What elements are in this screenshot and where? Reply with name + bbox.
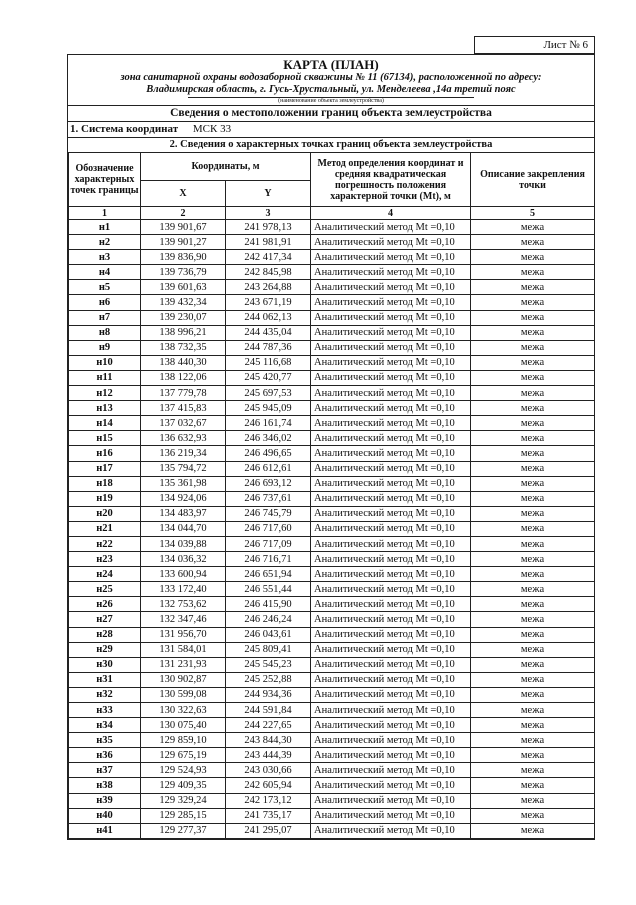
table-row <box>69 748 595 763</box>
y-coord-cell: 243 844,30 <box>226 733 311 748</box>
description-cell: межа <box>471 506 595 521</box>
x-coord-cell: 133 172,40 <box>141 582 226 597</box>
y-coord-cell: 241 735,17 <box>226 808 311 823</box>
coord-system-row <box>68 121 594 137</box>
x-coord-cell: 129 285,15 <box>141 808 226 823</box>
method-cell: Аналитический метод Mt =0,10 <box>311 733 471 748</box>
point-id-cell: н32 <box>69 687 141 702</box>
y-coord-cell: 244 934,36 <box>226 687 311 702</box>
document-title: КАРТА (ПЛАН) <box>283 57 379 72</box>
description-cell: межа <box>471 220 595 235</box>
table-row <box>69 703 595 718</box>
table-row <box>69 823 595 838</box>
table-row <box>69 461 595 476</box>
x-coord-cell: 134 924,06 <box>141 491 226 506</box>
table-row <box>69 642 595 657</box>
description-cell: межа <box>471 808 595 823</box>
method-cell: Аналитический метод Mt =0,10 <box>311 476 471 491</box>
header-x: X <box>141 181 226 207</box>
method-cell: Аналитический метод Mt =0,10 <box>311 763 471 778</box>
header-num-1: 1 <box>69 207 141 220</box>
x-coord-cell: 134 483,97 <box>141 506 226 521</box>
description-cell: межа <box>471 718 595 733</box>
method-cell: Аналитический метод Mt =0,10 <box>311 265 471 280</box>
y-coord-cell: 245 252,88 <box>226 672 311 687</box>
x-coord-cell: 139 601,63 <box>141 280 226 295</box>
x-coord-cell: 129 277,37 <box>141 823 226 838</box>
x-coord-cell: 138 732,35 <box>141 340 226 355</box>
coord-system-label: 1. Система координат <box>70 123 179 135</box>
y-coord-cell: 241 295,07 <box>226 823 311 838</box>
description-cell: межа <box>471 763 595 778</box>
y-coord-cell: 246 346,02 <box>226 431 311 446</box>
description-cell: межа <box>471 748 595 763</box>
y-coord-cell: 246 161,74 <box>226 416 311 431</box>
description-cell: межа <box>471 491 595 506</box>
y-coord-cell: 246 612,61 <box>226 461 311 476</box>
point-id-cell: н39 <box>69 793 141 808</box>
point-id-cell: н14 <box>69 416 141 431</box>
y-coord-cell: 243 030,66 <box>226 763 311 778</box>
table-row <box>69 763 595 778</box>
table-row <box>69 295 595 310</box>
method-cell: Аналитический метод Mt =0,10 <box>311 220 471 235</box>
point-id-cell: н34 <box>69 718 141 733</box>
x-coord-cell: 130 902,87 <box>141 672 226 687</box>
header-num-2: 2 <box>141 207 226 220</box>
header-num-5: 5 <box>471 207 595 220</box>
method-cell: Аналитический метод Mt =0,10 <box>311 627 471 642</box>
x-coord-cell: 136 632,93 <box>141 431 226 446</box>
section-2-title: 2. Сведения о характерных точках границ объекта землеустройства <box>68 137 594 152</box>
description-cell: межа <box>471 401 595 416</box>
point-id-cell: н25 <box>69 582 141 597</box>
table-row <box>69 793 595 808</box>
method-cell: Аналитический метод Mt =0,10 <box>311 718 471 733</box>
y-coord-cell: 246 745,79 <box>226 506 311 521</box>
method-cell: Аналитический метод Mt =0,10 <box>311 748 471 763</box>
point-id-cell: н29 <box>69 642 141 657</box>
description-cell: межа <box>471 265 595 280</box>
table-body <box>69 220 595 839</box>
table-row <box>69 808 595 823</box>
header-coords: Координаты, м <box>141 153 311 181</box>
point-id-cell: н40 <box>69 808 141 823</box>
table-row <box>69 431 595 446</box>
point-id-cell: н16 <box>69 446 141 461</box>
point-id-cell: н37 <box>69 763 141 778</box>
table-row <box>69 340 595 355</box>
point-id-cell: н27 <box>69 612 141 627</box>
x-coord-cell: 134 039,88 <box>141 536 226 551</box>
method-cell: Аналитический метод Mt =0,10 <box>311 431 471 446</box>
point-id-cell: н30 <box>69 657 141 672</box>
method-cell: Аналитический метод Mt =0,10 <box>311 355 471 370</box>
method-cell: Аналитический метод Mt =0,10 <box>311 642 471 657</box>
points-table <box>68 152 595 839</box>
method-cell: Аналитический метод Mt =0,10 <box>311 250 471 265</box>
description-cell: межа <box>471 793 595 808</box>
description-cell: межа <box>471 567 595 582</box>
method-cell: Аналитический метод Mt =0,10 <box>311 657 471 672</box>
description-cell: межа <box>471 657 595 672</box>
table-row <box>69 476 595 491</box>
method-cell: Аналитический метод Mt =0,10 <box>311 370 471 385</box>
point-id-cell: н23 <box>69 552 141 567</box>
point-id-cell: н3 <box>69 250 141 265</box>
point-id-cell: н18 <box>69 476 141 491</box>
subtitle-line-2: Владимирская область, г. Гусь-Хрустальный, ул. Менделеева ,14а третий пояс <box>146 84 516 95</box>
method-cell: Аналитический метод Mt =0,10 <box>311 506 471 521</box>
y-coord-cell: 245 420,77 <box>226 370 311 385</box>
point-id-cell: н19 <box>69 491 141 506</box>
description-cell: межа <box>471 235 595 250</box>
method-cell: Аналитический метод Mt =0,10 <box>311 461 471 476</box>
header-num-4: 4 <box>311 207 471 220</box>
method-cell: Аналитический метод Mt =0,10 <box>311 325 471 340</box>
table-row <box>69 552 595 567</box>
y-coord-cell: 246 737,61 <box>226 491 311 506</box>
x-coord-cell: 139 901,67 <box>141 220 226 235</box>
table-row <box>69 672 595 687</box>
table-row <box>69 582 595 597</box>
method-cell: Аналитический метод Mt =0,10 <box>311 310 471 325</box>
method-cell: Аналитический метод Mt =0,10 <box>311 386 471 401</box>
y-coord-cell: 246 717,60 <box>226 521 311 536</box>
table-row <box>69 235 595 250</box>
x-coord-cell: 138 996,21 <box>141 325 226 340</box>
point-id-cell: н24 <box>69 567 141 582</box>
point-id-cell: н38 <box>69 778 141 793</box>
method-cell: Аналитический метод Mt =0,10 <box>311 672 471 687</box>
point-id-cell: н11 <box>69 370 141 385</box>
point-id-cell: н35 <box>69 733 141 748</box>
table-row <box>69 521 595 536</box>
x-coord-cell: 137 779,78 <box>141 386 226 401</box>
table-row <box>69 370 595 385</box>
x-coord-cell: 135 361,98 <box>141 476 226 491</box>
description-cell: межа <box>471 627 595 642</box>
y-coord-cell: 242 173,12 <box>226 793 311 808</box>
description-cell: межа <box>471 672 595 687</box>
x-coord-cell: 138 440,30 <box>141 355 226 370</box>
section-title: Сведения о местоположении границ объекта землеустройства <box>68 105 594 121</box>
x-coord-cell: 139 230,07 <box>141 310 226 325</box>
y-coord-cell: 246 716,71 <box>226 552 311 567</box>
method-cell: Аналитический метод Mt =0,10 <box>311 567 471 582</box>
description-cell: межа <box>471 310 595 325</box>
y-coord-cell: 246 496,65 <box>226 446 311 461</box>
point-id-cell: н17 <box>69 461 141 476</box>
x-coord-cell: 130 322,63 <box>141 703 226 718</box>
y-coord-cell: 244 591,84 <box>226 703 311 718</box>
y-coord-cell: 245 545,23 <box>226 657 311 672</box>
description-cell: межа <box>471 778 595 793</box>
y-coord-cell: 246 693,12 <box>226 476 311 491</box>
method-cell: Аналитический метод Mt =0,10 <box>311 687 471 702</box>
x-coord-cell: 137 415,83 <box>141 401 226 416</box>
x-coord-cell: 129 675,19 <box>141 748 226 763</box>
point-id-cell: н15 <box>69 431 141 446</box>
table-row <box>69 597 595 612</box>
point-id-cell: н6 <box>69 295 141 310</box>
description-cell: межа <box>471 612 595 627</box>
table-row <box>69 401 595 416</box>
y-coord-cell: 244 435,04 <box>226 325 311 340</box>
point-id-cell: н8 <box>69 325 141 340</box>
method-cell: Аналитический метод Mt =0,10 <box>311 703 471 718</box>
y-coord-cell: 246 551,44 <box>226 582 311 597</box>
y-coord-cell: 246 717,09 <box>226 536 311 551</box>
point-id-cell: н36 <box>69 748 141 763</box>
description-cell: межа <box>471 597 595 612</box>
document-frame <box>67 54 595 840</box>
table-row <box>69 718 595 733</box>
table-row <box>69 446 595 461</box>
x-coord-cell: 132 753,62 <box>141 597 226 612</box>
method-cell: Аналитический метод Mt =0,10 <box>311 491 471 506</box>
header-desc: Описание закрепления точки <box>471 153 595 207</box>
x-coord-cell: 139 901,27 <box>141 235 226 250</box>
point-id-cell: н1 <box>69 220 141 235</box>
y-coord-cell: 241 978,13 <box>226 220 311 235</box>
method-cell: Аналитический метод Mt =0,10 <box>311 552 471 567</box>
x-coord-cell: 134 044,70 <box>141 521 226 536</box>
method-cell: Аналитический метод Mt =0,10 <box>311 235 471 250</box>
x-coord-cell: 138 122,06 <box>141 370 226 385</box>
y-coord-cell: 243 264,88 <box>226 280 311 295</box>
x-coord-cell: 131 956,70 <box>141 627 226 642</box>
description-cell: межа <box>471 823 595 838</box>
table-row <box>69 250 595 265</box>
table-row <box>69 506 595 521</box>
x-coord-cell: 137 032,67 <box>141 416 226 431</box>
subtitle-line-1: зона санитарной охраны водозаборной скважины № 11 (67134), расположенной по адресу: <box>120 72 542 83</box>
x-coord-cell: 139 736,79 <box>141 265 226 280</box>
point-id-cell: н4 <box>69 265 141 280</box>
point-id-cell: н13 <box>69 401 141 416</box>
x-coord-cell: 132 347,46 <box>141 612 226 627</box>
table-row <box>69 355 595 370</box>
description-cell: межа <box>471 536 595 551</box>
point-id-cell: н7 <box>69 310 141 325</box>
y-coord-cell: 244 227,65 <box>226 718 311 733</box>
object-note: (наименование объекта землеустройства) <box>188 97 474 105</box>
description-cell: межа <box>471 386 595 401</box>
y-coord-cell: 242 605,94 <box>226 778 311 793</box>
point-id-cell: н28 <box>69 627 141 642</box>
description-cell: межа <box>471 431 595 446</box>
table-row <box>69 627 595 642</box>
point-id-cell: н5 <box>69 280 141 295</box>
x-coord-cell: 129 524,93 <box>141 763 226 778</box>
y-coord-cell: 244 062,13 <box>226 310 311 325</box>
method-cell: Аналитический метод Mt =0,10 <box>311 446 471 461</box>
description-cell: межа <box>471 521 595 536</box>
point-id-cell: н26 <box>69 597 141 612</box>
description-cell: межа <box>471 325 595 340</box>
table-row <box>69 687 595 702</box>
method-cell: Аналитический метод Mt =0,10 <box>311 416 471 431</box>
table-row <box>69 325 595 340</box>
y-coord-cell: 242 417,34 <box>226 250 311 265</box>
x-coord-cell: 134 036,32 <box>141 552 226 567</box>
header-num-3: 3 <box>226 207 311 220</box>
method-cell: Аналитический метод Mt =0,10 <box>311 521 471 536</box>
y-coord-cell: 246 651,94 <box>226 567 311 582</box>
x-coord-cell: 135 794,72 <box>141 461 226 476</box>
method-cell: Аналитический метод Mt =0,10 <box>311 612 471 627</box>
table-row <box>69 536 595 551</box>
coord-system-value: МСК 33 <box>192 123 232 135</box>
point-id-cell: н21 <box>69 521 141 536</box>
table-row <box>69 567 595 582</box>
description-cell: межа <box>471 582 595 597</box>
table-row <box>69 491 595 506</box>
method-cell: Аналитический метод Mt =0,10 <box>311 536 471 551</box>
y-coord-cell: 243 444,39 <box>226 748 311 763</box>
point-id-cell: н10 <box>69 355 141 370</box>
sheet-number: Лист № 6 <box>474 36 595 54</box>
header-y: Y <box>226 181 311 207</box>
method-cell: Аналитический метод Mt =0,10 <box>311 582 471 597</box>
method-cell: Аналитический метод Mt =0,10 <box>311 401 471 416</box>
point-id-cell: н33 <box>69 703 141 718</box>
method-cell: Аналитический метод Mt =0,10 <box>311 280 471 295</box>
table-row <box>69 657 595 672</box>
method-cell: Аналитический метод Mt =0,10 <box>311 793 471 808</box>
y-coord-cell: 246 246,24 <box>226 612 311 627</box>
description-cell: межа <box>471 733 595 748</box>
description-cell: межа <box>471 355 595 370</box>
method-cell: Аналитический метод Mt =0,10 <box>311 597 471 612</box>
y-coord-cell: 241 981,91 <box>226 235 311 250</box>
description-cell: межа <box>471 295 595 310</box>
point-id-cell: н20 <box>69 506 141 521</box>
method-cell: Аналитический метод Mt =0,10 <box>311 778 471 793</box>
table-row <box>69 280 595 295</box>
point-id-cell: н22 <box>69 536 141 551</box>
table-row <box>69 416 595 431</box>
y-coord-cell: 245 697,53 <box>226 386 311 401</box>
method-cell: Аналитический метод Mt =0,10 <box>311 295 471 310</box>
y-coord-cell: 245 809,41 <box>226 642 311 657</box>
table-row <box>69 310 595 325</box>
y-coord-cell: 246 415,90 <box>226 597 311 612</box>
method-cell: Аналитический метод Mt =0,10 <box>311 340 471 355</box>
point-id-cell: н2 <box>69 235 141 250</box>
point-id-cell: н31 <box>69 672 141 687</box>
x-coord-cell: 136 219,34 <box>141 446 226 461</box>
x-coord-cell: 133 600,94 <box>141 567 226 582</box>
description-cell: межа <box>471 370 595 385</box>
description-cell: межа <box>471 340 595 355</box>
y-coord-cell: 244 787,36 <box>226 340 311 355</box>
y-coord-cell: 245 116,68 <box>226 355 311 370</box>
description-cell: межа <box>471 703 595 718</box>
header-method: Метод определения координат и средняя квадратическая погрешность положения характерной точки (Мt), м <box>311 153 471 207</box>
description-cell: межа <box>471 416 595 431</box>
x-coord-cell: 139 836,90 <box>141 250 226 265</box>
x-coord-cell: 129 329,24 <box>141 793 226 808</box>
description-cell: межа <box>471 687 595 702</box>
table-row <box>69 265 595 280</box>
description-cell: межа <box>471 552 595 567</box>
x-coord-cell: 131 231,93 <box>141 657 226 672</box>
table-row <box>69 612 595 627</box>
table-row <box>69 386 595 401</box>
description-cell: межа <box>471 280 595 295</box>
x-coord-cell: 129 859,10 <box>141 733 226 748</box>
y-coord-cell: 242 845,98 <box>226 265 311 280</box>
table-row <box>69 778 595 793</box>
description-cell: межа <box>471 446 595 461</box>
x-coord-cell: 139 432,34 <box>141 295 226 310</box>
x-coord-cell: 130 599,08 <box>141 687 226 702</box>
table-row <box>69 220 595 235</box>
point-id-cell: н12 <box>69 386 141 401</box>
y-coord-cell: 243 671,19 <box>226 295 311 310</box>
method-cell: Аналитический метод Mt =0,10 <box>311 823 471 838</box>
description-cell: межа <box>471 461 595 476</box>
y-coord-cell: 246 043,61 <box>226 627 311 642</box>
description-cell: межа <box>471 476 595 491</box>
y-coord-cell: 245 945,09 <box>226 401 311 416</box>
point-id-cell: н41 <box>69 823 141 838</box>
table-row <box>69 733 595 748</box>
method-cell: Аналитический метод Mt =0,10 <box>311 808 471 823</box>
point-id-cell: н9 <box>69 340 141 355</box>
description-cell: межа <box>471 642 595 657</box>
x-coord-cell: 131 584,01 <box>141 642 226 657</box>
x-coord-cell: 130 075,40 <box>141 718 226 733</box>
header-point: Обозначение характерных точек границы <box>69 153 141 207</box>
description-cell: межа <box>471 250 595 265</box>
x-coord-cell: 129 409,35 <box>141 778 226 793</box>
